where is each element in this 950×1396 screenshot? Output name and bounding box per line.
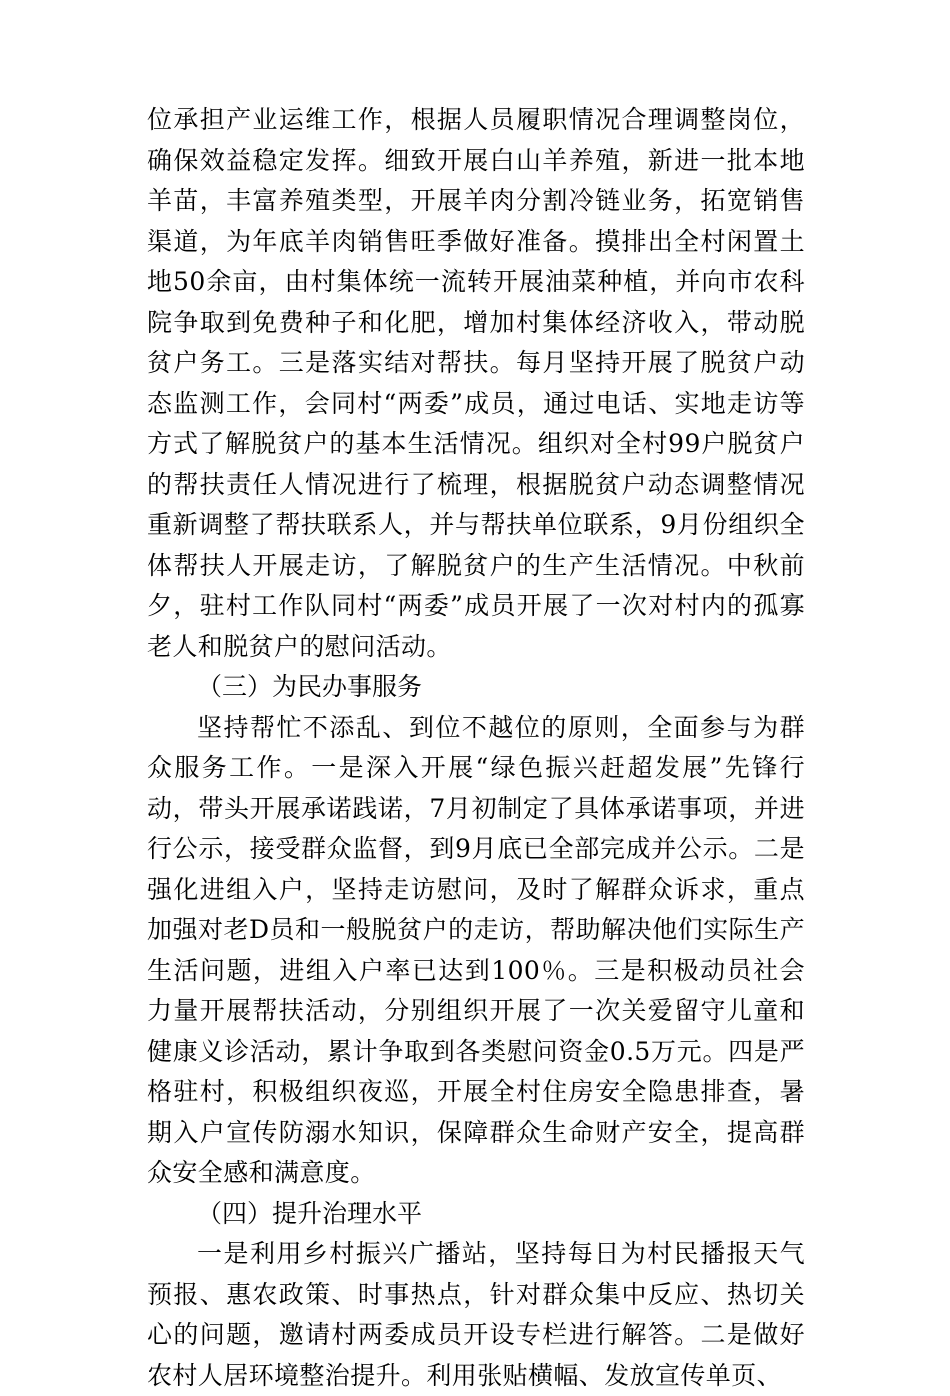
paragraph-governance: 一是利用乡村振兴广播站，坚持每日为村民播报天气预报、惠农政策、时事热点，针对群众集中反应、热切关心的问题，邀请村两委成员开设专栏进行解答。二是做好农村人居环境整治提升。利用张贴横幅、发放宣传单页、	[147, 1239, 805, 1390]
paragraph-industry-support: 位承担产业运维工作，根据人员履职情况合理调整岗位，确保效益稳定发挥。细致开展白山羊养殖，新进一批本地羊苗，丰富养殖类型，开展羊肉分割冷链业务，拓宽销售渠道，为年底羊肉销售旺季做好准备。摸排出全村闲置土地50余亩，由村集体统一流转开展油菜种植，并向市农科院争取到免费种子和化肥，增加村集体经济收入，带动脱贫户务工。三是落实结对帮扶。每月坚持开展了脱贫户动态监测工作，会同村“两委”成员，通过电话、实地走访等方式了解脱贫户的基本生活情况。组织对全村99户脱贫户的帮扶责任人情况进行了梳理，根据脱贫户动态调整情况重新调整了帮扶联系人，并与帮扶单位联系，9月份组织全体帮扶人开展走访，了解脱贫户的生产生活情况。中秋前夕，驻村工作队同村“两委”成员开展了一次对村内的孤寡老人和脱贫户的慰问活动。	[147, 105, 805, 661]
section-heading-serve-people: （三）为民办事服务	[197, 672, 423, 701]
paragraph-serve-people: 坚持帮忙不添乱、到位不越位的原则，全面参与为群众服务工作。一是深入开展“绿色振兴赶超发展”先锋行动，带头开展承诺践诺，7月初制定了具体承诺事项，并进行公示，接受群众监督，到9月底已全部完成并公示。二是强化进组入户，坚持走访慰问，及时了解群众诉求，重点加强对老D员和一般脱贫户的走访，帮助解决他们实际生产生活问题，进组入户率已达到100％。三是积极动员社会力量开展帮扶活动，分别组织开展了一次关爱留守儿童和健康义诊活动，累计争取到各类慰问资金0.5万元。四是严格驻村，积极组织夜巡，开展全村住房安全隐患排查，暑期入户宣传防溺水知识，保障群众生命财产安全，提高群众安全感和满意度。	[147, 712, 805, 1187]
document-body	[147, 100, 805, 1396]
section-heading-governance: （四）提升治理水平	[197, 1198, 423, 1228]
